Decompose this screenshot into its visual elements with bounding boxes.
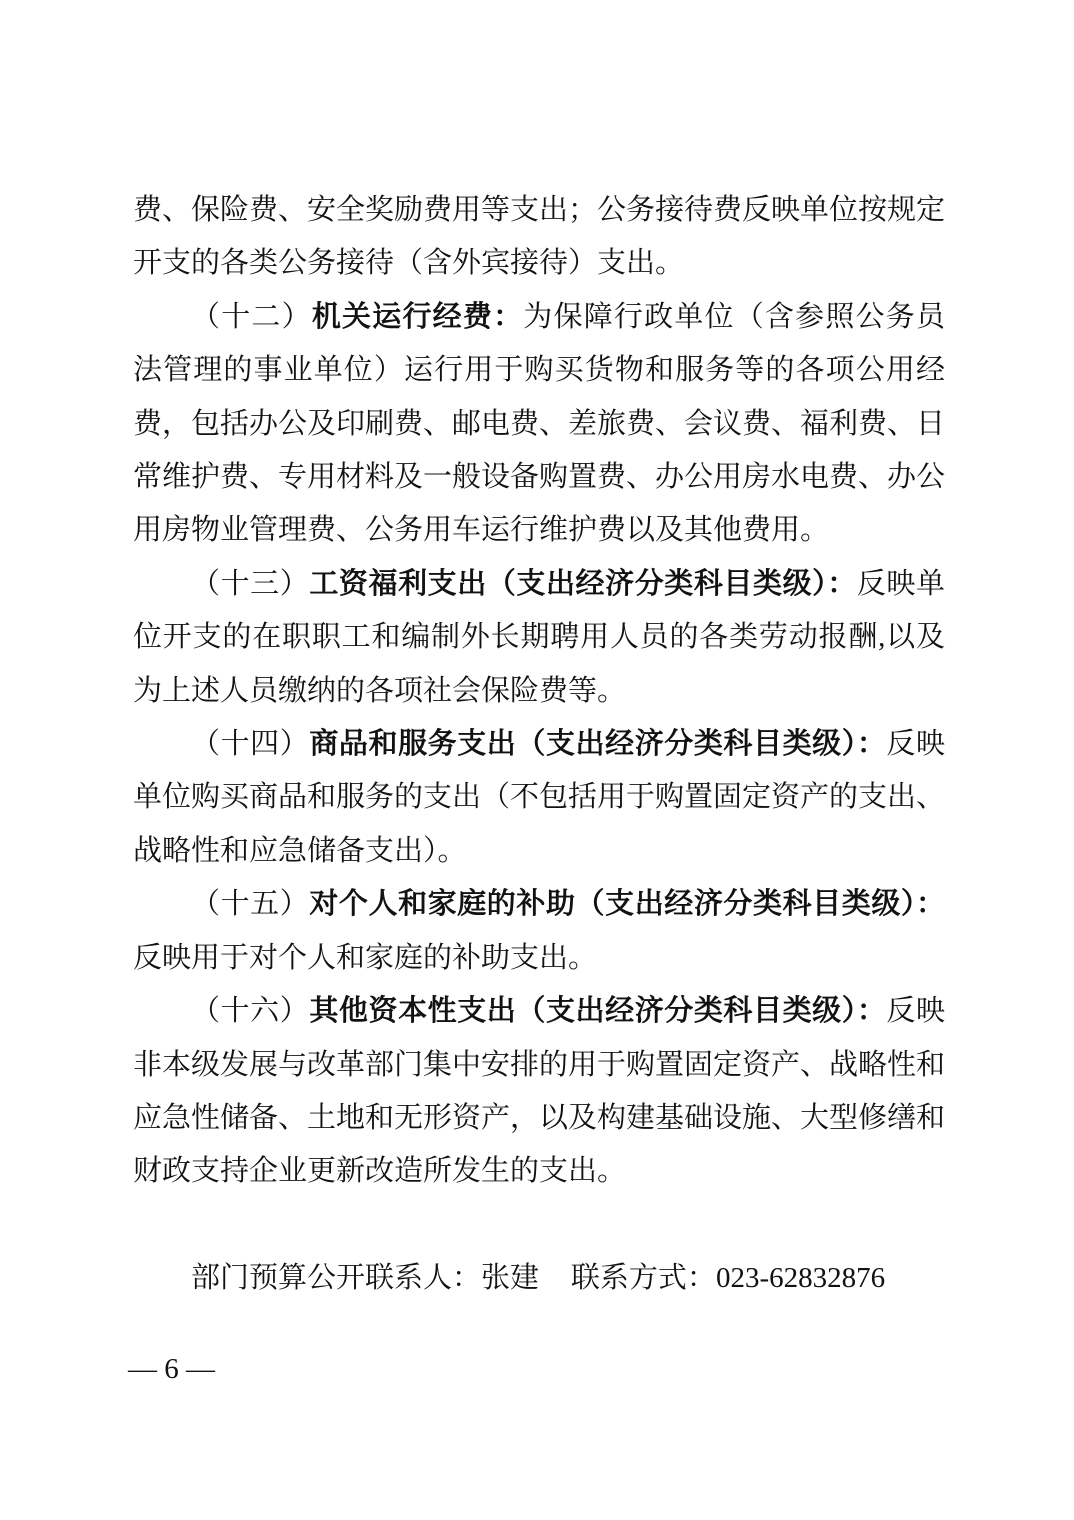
paragraph-text-run: 费、保险费、安全奖励费用等支出；公务接待费反映单位按规定开支的各类公务接待（含外宾接待）支出。 (133, 194, 946, 280)
paragraph-text-run: 反映非本级发展与改革部门集中安排的用于购置固定资产、战略性和应急性储备、土地和无形资产，以及构建基础设施、大型修缮和财政支持企业更新改造所发生的支出。 (133, 995, 946, 1188)
paragraph (133, 558, 945, 718)
contact-line (133, 1252, 945, 1305)
paragraph (133, 184, 945, 291)
contact-phone-label: 联系方式： (570, 1261, 716, 1294)
paragraph-text-run: 为保障行政单位（含参照公务员法管理的事业单位）运行用于购买货物和服务等的各项公用经费，包括办公及印刷费、邮电费、差旅费、会议费、福利费、日常维护费、专用材料及一般设备购置费、办公用房水电费、办公用房物业管理费、公务用车运行维护费以及其他费用。 (133, 300, 946, 547)
page-number: — 6 — (128, 1353, 215, 1385)
paragraph (133, 878, 945, 985)
paragraph-text-run: （十五） (191, 888, 310, 921)
paragraph (133, 291, 945, 558)
paragraph-text-run: （十三） (191, 567, 310, 600)
paragraph-text-run: （十二） (191, 300, 312, 333)
document-body (133, 184, 945, 1305)
paragraph-text-run: 反映单位购买商品和服务的支出（不包括用于购置固定资产的支出、战略性和应急储备支出）。 (133, 728, 946, 867)
paragraph-term-bold: 其他资本性支出（支出经济分类科目类级）： (309, 995, 887, 1028)
paragraph-text-run: 反映单位开支的在职职工和编制外长期聘用人员的各类劳动报酬,以及为上述人员缴纳的各项社会保险费等。 (133, 567, 945, 707)
contact-person-label: 部门预算公开联系人： (191, 1261, 482, 1294)
contact-person-name: 张建 (481, 1261, 540, 1294)
paragraph-text-run: （十四） (191, 728, 310, 761)
paragraph (133, 985, 945, 1199)
contact-phone-number: 023-62832876 (715, 1261, 886, 1294)
paragraph-term-bold: 工资福利支出（支出经济分类科目类级）： (309, 567, 857, 600)
paragraph-term-bold: 机关运行经费： (311, 300, 524, 333)
paragraph (133, 718, 945, 878)
paragraph-term-bold: 商品和服务支出（支出经济分类科目类级）： (309, 728, 887, 761)
document-paragraphs (133, 184, 945, 1199)
paragraph-text-run: 反映用于对个人和家庭的补助支出。 (133, 941, 598, 974)
paragraph-term-bold: 对个人和家庭的补助（支出经济分类科目类级）： (309, 888, 945, 921)
paragraph-text-run: （十六） (191, 995, 310, 1028)
